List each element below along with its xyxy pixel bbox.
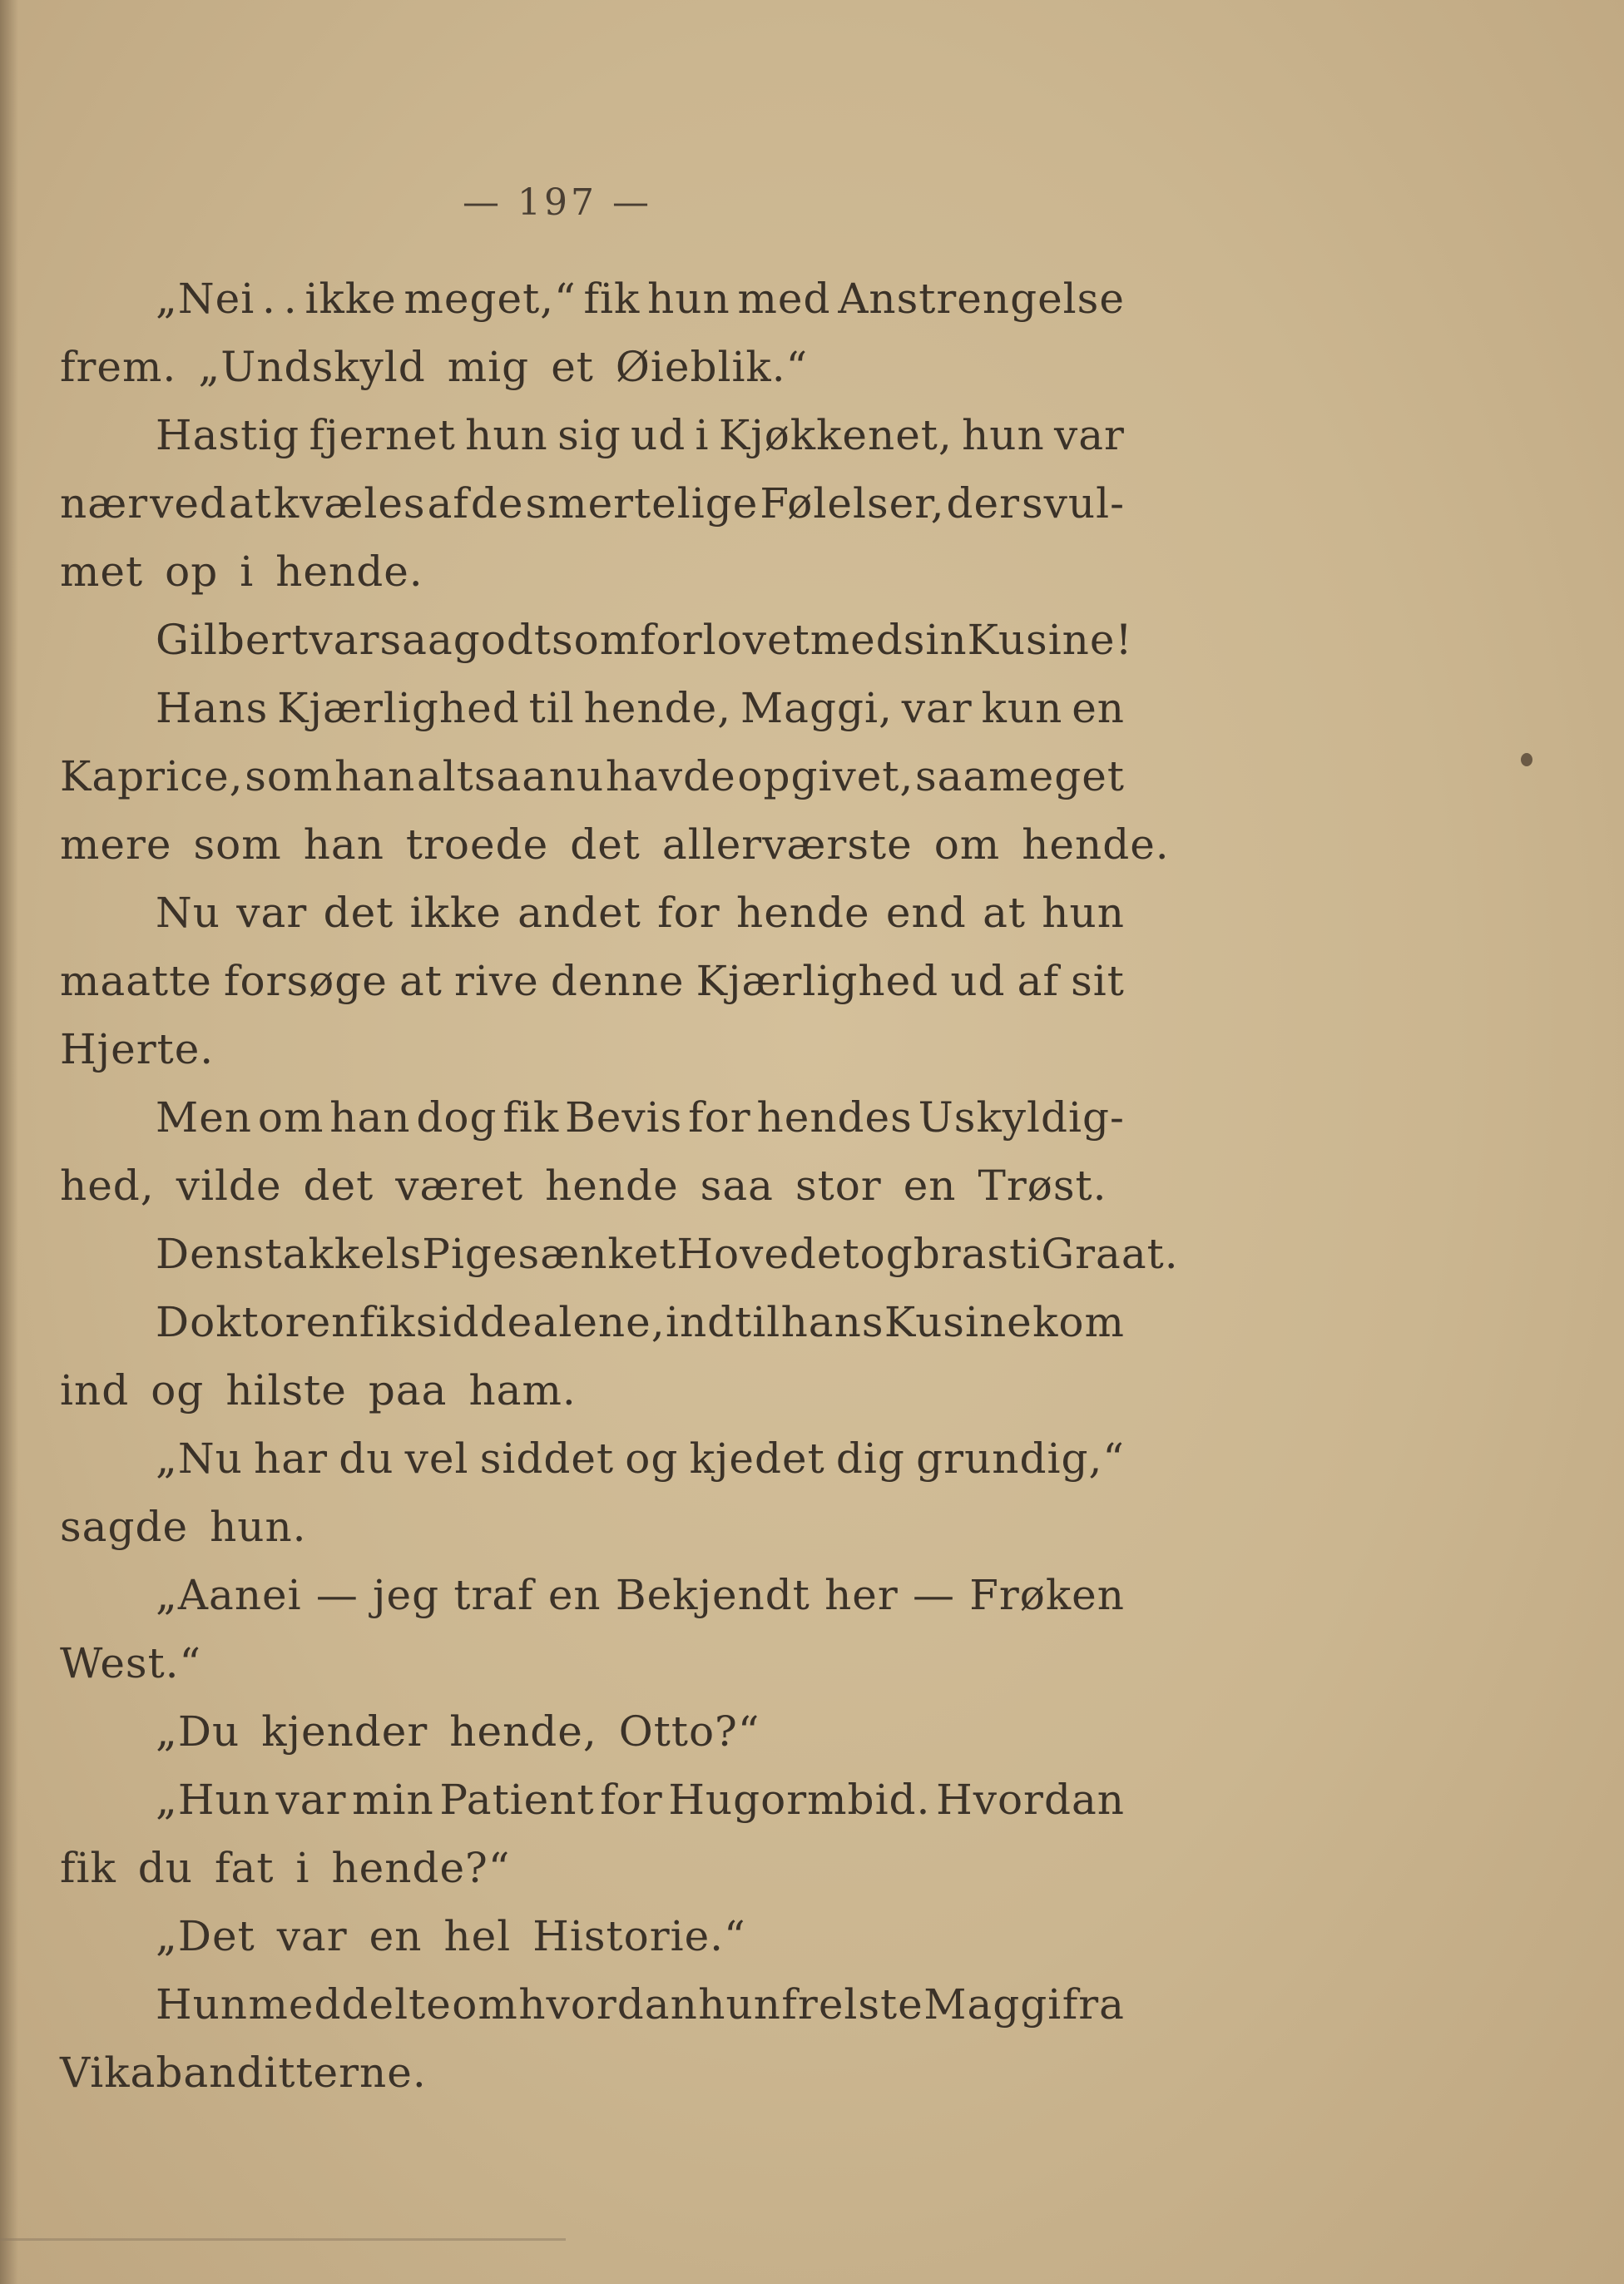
word: Doktoren	[156, 1298, 359, 1346]
text-line	[60, 1766, 1125, 1834]
word: fik	[503, 1093, 560, 1142]
word: kom	[1032, 1298, 1125, 1346]
word: sig	[557, 411, 621, 459]
word: at	[983, 889, 1026, 937]
text-line	[60, 1424, 1125, 1493]
word: fik	[583, 275, 641, 323]
word: og	[625, 1434, 679, 1483]
word: sit	[1071, 957, 1125, 1005]
text-line	[60, 1561, 1125, 1629]
text-line	[60, 538, 1125, 606]
word: altsaa	[416, 752, 548, 800]
text-line	[60, 742, 1125, 810]
word: Men	[156, 1093, 252, 1142]
word: —	[912, 1571, 955, 1619]
word: fra	[1062, 1980, 1125, 2029]
body-text	[60, 265, 1179, 2107]
word: Hastig	[156, 411, 300, 459]
word: i	[695, 411, 710, 459]
word: Maggi,	[740, 684, 893, 732]
word: min	[352, 1776, 434, 1824]
text-line	[60, 947, 1125, 1015]
word: Følelser,	[760, 479, 945, 528]
word: Kjærlighed	[696, 957, 939, 1005]
word: det	[323, 889, 394, 937]
word: Otto?“	[618, 1707, 760, 1756]
word: hun	[698, 1980, 781, 2029]
word: Trøst.	[978, 1162, 1107, 1210]
word: nær	[60, 479, 149, 528]
word: Patient	[439, 1776, 595, 1824]
word: maatte	[60, 957, 212, 1005]
word: Uskyldig-	[918, 1093, 1125, 1142]
word: Graat.	[1041, 1230, 1179, 1278]
word: ikke	[409, 889, 502, 937]
bottom-rule	[0, 2238, 566, 2241]
word: ind	[60, 1366, 130, 1414]
word: var	[309, 616, 380, 664]
word: Den	[156, 1230, 243, 1278]
word: jeg	[373, 1571, 440, 1619]
word: „Aanei	[156, 1571, 302, 1619]
word: Vikabanditterne.	[60, 2049, 427, 2097]
word: meget,“	[404, 275, 577, 323]
word: været	[395, 1162, 524, 1210]
word: ikke	[304, 275, 397, 323]
word: om	[452, 1980, 518, 2029]
word: smertelige	[525, 479, 759, 528]
word: sagde	[60, 1503, 189, 1551]
word: sin	[903, 616, 968, 664]
word: kvæles	[273, 479, 426, 528]
ink-spot	[1521, 753, 1532, 766]
word: de	[470, 479, 524, 528]
text-line	[60, 469, 1125, 538]
word: „Hun	[156, 1776, 270, 1824]
word: hun	[465, 411, 548, 459]
word: Kjærlighed	[277, 684, 520, 732]
word: om	[257, 1093, 324, 1142]
word: hendes	[756, 1093, 913, 1142]
text-line	[60, 1083, 1125, 1152]
word: Hovedet	[676, 1230, 860, 1278]
word: Frøken	[969, 1571, 1125, 1619]
word: Kaprice,	[60, 752, 244, 800]
word: saameget	[914, 752, 1125, 800]
word: det	[303, 1162, 374, 1210]
text-line	[60, 265, 1125, 333]
word: alene,	[532, 1298, 666, 1346]
word: saa	[700, 1162, 774, 1210]
word: kjender	[261, 1707, 428, 1756]
word: Pige	[422, 1230, 518, 1278]
word: fik	[60, 1844, 116, 1892]
word: vel	[404, 1434, 469, 1483]
word: „Undskyld	[198, 343, 426, 391]
text-line	[60, 2039, 1125, 2107]
word: der	[946, 479, 1020, 528]
word: hende.	[1022, 820, 1170, 869]
text-line	[60, 1697, 1125, 1766]
page-number: — 197 —	[463, 181, 652, 224]
text-line	[60, 1288, 1125, 1356]
word: du	[137, 1844, 194, 1892]
word: hun	[1042, 889, 1125, 937]
word: han	[303, 820, 384, 869]
text-line	[60, 1834, 1125, 1902]
word: Gilbert	[156, 616, 309, 664]
word: hende,	[583, 684, 732, 732]
word: forsøge	[223, 957, 388, 1005]
word: hans	[780, 1298, 884, 1346]
word: forlovet	[640, 616, 810, 664]
word: .	[262, 275, 276, 323]
word: allerværste	[661, 820, 913, 869]
word: svul-	[1021, 479, 1125, 528]
word: hvordan	[518, 1980, 698, 2029]
word: fik	[359, 1298, 416, 1346]
word: Bevis	[565, 1093, 683, 1142]
word: for	[600, 1776, 663, 1824]
word: mig	[447, 343, 530, 391]
word: og	[151, 1366, 205, 1414]
text-line	[60, 401, 1125, 469]
word: op	[165, 547, 219, 596]
word: fat	[215, 1844, 275, 1892]
word: du	[339, 1434, 394, 1483]
word: Hugormbid.	[668, 1776, 931, 1824]
word: at	[399, 957, 443, 1005]
word: —	[315, 1571, 359, 1619]
word: stakkels	[242, 1230, 423, 1278]
word: end	[885, 889, 967, 937]
word: en	[1072, 684, 1125, 732]
word: for	[688, 1093, 751, 1142]
word: hende,	[449, 1707, 597, 1756]
word: for	[657, 889, 720, 937]
word: har	[254, 1434, 328, 1483]
word: var	[236, 889, 308, 937]
word: om	[933, 820, 1001, 869]
word: frem.	[60, 343, 177, 391]
text-line	[60, 1629, 1125, 1697]
word: „Det	[156, 1912, 255, 1960]
word: en	[903, 1162, 957, 1210]
word: han	[329, 1093, 411, 1142]
word: andet	[517, 889, 641, 937]
text-line	[60, 1015, 1125, 1083]
word: „Nei	[156, 275, 255, 323]
word: dig	[835, 1434, 905, 1483]
text-line	[60, 606, 1133, 674]
word: det	[570, 820, 641, 869]
text-line	[60, 1493, 1125, 1561]
word: et	[551, 343, 594, 391]
word: saagodtsom	[379, 616, 641, 664]
word: .	[283, 275, 298, 323]
word: troede	[405, 820, 549, 869]
word: paa	[368, 1366, 448, 1414]
word: Hun	[156, 1980, 249, 2029]
word: dog	[416, 1093, 498, 1142]
word: „Du	[156, 1707, 240, 1756]
word: hun.	[210, 1503, 307, 1551]
word: opgivet,	[737, 752, 914, 800]
word: en	[547, 1571, 602, 1619]
word: hende.	[275, 547, 423, 596]
text-line	[60, 810, 1170, 879]
word: Øieblik.“	[615, 343, 809, 391]
word: Kusine	[884, 1298, 1032, 1346]
word: traf	[453, 1571, 534, 1619]
word: var	[275, 1776, 347, 1824]
word: indtil	[665, 1298, 781, 1346]
word: af	[1017, 957, 1059, 1005]
text-line	[60, 1970, 1125, 2039]
word: var	[276, 1912, 348, 1960]
word: han	[334, 752, 416, 800]
word: Kjøkkenet,	[718, 411, 953, 459]
word: grundig,“	[916, 1434, 1125, 1483]
text-line	[60, 1356, 1125, 1424]
word: kun	[981, 684, 1063, 732]
word: Kusine!	[967, 616, 1133, 664]
word: sidde	[415, 1298, 533, 1346]
word: hel	[443, 1912, 512, 1960]
word: hende	[736, 889, 870, 937]
word: var	[1053, 411, 1125, 459]
word: hun	[647, 275, 730, 323]
text-line	[60, 1152, 1125, 1220]
word: rive	[454, 957, 539, 1005]
word: meddelte	[248, 1980, 452, 2029]
word: hende	[545, 1162, 679, 1210]
word: af	[427, 479, 469, 528]
word: i	[240, 547, 255, 596]
word: sænket	[517, 1230, 677, 1278]
word: met	[60, 547, 144, 596]
word: en	[369, 1912, 423, 1960]
word: fjernet	[309, 411, 456, 459]
word: denne	[550, 957, 685, 1005]
word: i	[1027, 1230, 1042, 1278]
word: og	[859, 1230, 914, 1278]
word: Bekjendt	[615, 1571, 810, 1619]
word: her	[824, 1571, 899, 1619]
word: Historie.“	[532, 1912, 746, 1960]
word: West.“	[60, 1639, 202, 1687]
word: Maggi	[923, 1980, 1062, 2029]
text-line	[60, 1220, 1179, 1288]
word: i	[295, 1844, 310, 1892]
word: var	[901, 684, 973, 732]
text-line	[60, 1902, 1125, 1970]
word: mere	[60, 820, 172, 869]
word: at	[228, 479, 272, 528]
word: „Nu	[156, 1434, 243, 1483]
word: Hjerte.	[60, 1025, 215, 1073]
word: siddet	[479, 1434, 615, 1483]
word: havde	[605, 752, 736, 800]
word: med	[810, 616, 904, 664]
word: frelste	[781, 1980, 923, 2029]
word: hun	[962, 411, 1045, 459]
word: nu	[548, 752, 605, 800]
word: vilde	[176, 1162, 282, 1210]
word: til	[528, 684, 575, 732]
word: hende?“	[331, 1844, 511, 1892]
word: som	[245, 752, 334, 800]
word: ud	[950, 957, 1006, 1005]
word: Hans	[156, 684, 269, 732]
page-edge-shadow	[0, 0, 18, 2284]
word: som	[193, 820, 282, 869]
word: med	[737, 275, 831, 323]
word: hilste	[225, 1366, 347, 1414]
word: brast	[913, 1230, 1027, 1278]
word: stor	[795, 1162, 882, 1210]
word: ved	[150, 479, 227, 528]
word: Anstrengelse	[838, 275, 1125, 323]
text-line	[60, 333, 1125, 401]
text-line	[60, 674, 1125, 742]
word: kjedet	[689, 1434, 825, 1483]
word: ham.	[468, 1366, 577, 1414]
word: hed,	[60, 1162, 155, 1210]
word: ud	[631, 411, 686, 459]
word: Nu	[156, 889, 220, 937]
word: Hvordan	[936, 1776, 1125, 1824]
text-line	[60, 879, 1125, 947]
